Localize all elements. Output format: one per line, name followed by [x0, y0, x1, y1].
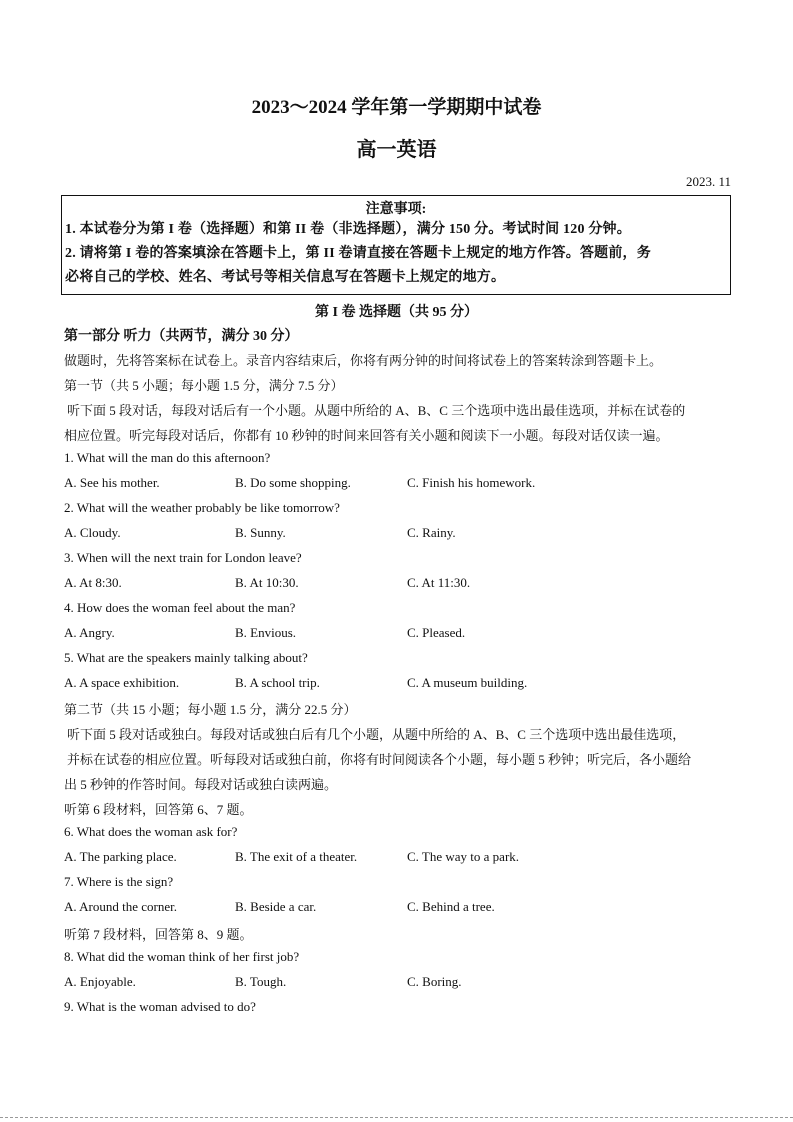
notice-item-1: 1. 本试卷分为第 I 卷（选择题）和第 II 卷（非选择题），满分 150 分。考试时间 120 分钟。 [65, 222, 631, 237]
question-5: 5. What are the speakers mainly talking about? [64, 650, 308, 665]
q1-option-b: B. Do some shopping. [235, 475, 351, 490]
question-7: 7. Where is the sign? [64, 874, 174, 889]
q3-option-c: C. At 11:30. [407, 575, 471, 590]
q7-option-c: C. Behind a tree. [407, 899, 495, 914]
q8-option-b: B. Tough. [235, 974, 287, 989]
q6-option-b: B. The exit of a theater. [235, 849, 358, 864]
question-2: 2. What will the weather probably be like tomorrow? [64, 500, 340, 515]
exam-subject: 高一英语 [356, 139, 437, 161]
notice-box [61, 195, 731, 295]
q5-option-b: B. A school trip. [235, 675, 320, 690]
question-6: 6. What does the woman ask for? [64, 824, 238, 839]
q2-option-c: C. Rainy. [407, 525, 456, 540]
question-4: 4. How does the woman feel about the man? [64, 600, 296, 615]
question-9: 9. What is the woman advised to do? [64, 999, 256, 1014]
question-8: 8. What did the woman think of her first job? [64, 949, 300, 964]
q4-option-c: C. Pleased. [407, 625, 466, 640]
q4-option-a: A. Angry. [64, 625, 115, 640]
section2-instruction-1: 听下面 5 段对话或独白。每段对话或独白后有几个小题，从题中所给的 A、B、C 三个选项中选出最佳选项， [67, 727, 686, 742]
material-6-note: 听第 6 段材料，回答第 6、7 题。 [64, 802, 253, 817]
part1-intro: 做题时，先将答案标在试卷上。录音内容结束后，你将有两分钟的时间将试卷上的答案转涂到答题卡上。 [64, 353, 663, 368]
question-1: 1. What will the man do this afternoon? [64, 450, 271, 465]
section2-instruction-3: 出 5 秒钟的作答时间。每段对话或独白读两遍。 [64, 777, 338, 792]
q3-option-a: A. At 8:30. [64, 575, 122, 590]
exam-date: 2023. 11 [685, 174, 731, 189]
q6-option-c: C. The way to a park. [407, 849, 520, 864]
q2-option-a: A. Cloudy. [64, 525, 121, 540]
section2-title: 第二节（共 15 小题；每小题 1.5 分，满分 22.5 分） [64, 702, 357, 717]
section1-title: 第一节（共 5 小题；每小题 1.5 分，满分 7.5 分） [64, 378, 344, 393]
exam-title: 2023～2024 学年第一学期期中试卷 [251, 97, 542, 118]
question-3: 3. When will the next train for London leave? [64, 550, 302, 565]
part1-title: 第一部分 听力（共两节，满分 30 分） [64, 329, 299, 344]
notice-heading: 注意事项: [365, 202, 427, 217]
notice-item-2: 2. 请将第 I 卷的答案填涂在答题卡上，第 II 卷请直接在答题卡上规定的地方作答。答题前，务 [65, 246, 651, 261]
q3-option-b: B. At 10:30. [235, 575, 299, 590]
q5-option-c: C. A museum building. [407, 675, 528, 690]
q6-option-a: A. The parking place. [64, 849, 177, 864]
q7-option-b: B. Beside a car. [235, 899, 317, 914]
q4-option-b: B. Envious. [235, 625, 297, 640]
q2-option-b: B. Sunny. [235, 525, 286, 540]
page-bottom-divider [0, 1117, 793, 1118]
q8-option-c: C. Boring. [407, 974, 462, 989]
section2-instruction-2: 并标在试卷的相应位置。听每段对话或独白前，你将有时间阅读各个小题，每小题 5 秒钟；听完后，各小题给 [67, 752, 692, 767]
q7-option-a: A. Around the corner. [64, 899, 178, 914]
section1-instruction-1: 听下面 5 段对话，每段对话后有一个小题。从题中所给的 A、B、C 三个选项中选出最佳选项，并标在试卷的 [67, 403, 686, 418]
notice-item-3: 必将自己的学校、姓名、考试号等相关信息写在答题卡上规定的地方。 [65, 270, 506, 285]
q1-option-c: C. Finish his homework. [407, 475, 536, 490]
section1-instruction-2: 相应位置。听完每段对话后，你都有 10 秒钟的时间来回答有关小题和阅读下一小题。每段对话仅读一遍。 [64, 428, 669, 443]
material-7-note: 听第 7 段材料，回答第 8、9 题。 [64, 927, 253, 942]
q8-option-a: A. Enjoyable. [64, 974, 136, 989]
volume1-title: 第 I 卷 选择题（共 95 分） [315, 305, 478, 320]
q1-option-a: A. See his mother. [64, 475, 160, 490]
q5-option-a: A. A space exhibition. [64, 675, 180, 690]
